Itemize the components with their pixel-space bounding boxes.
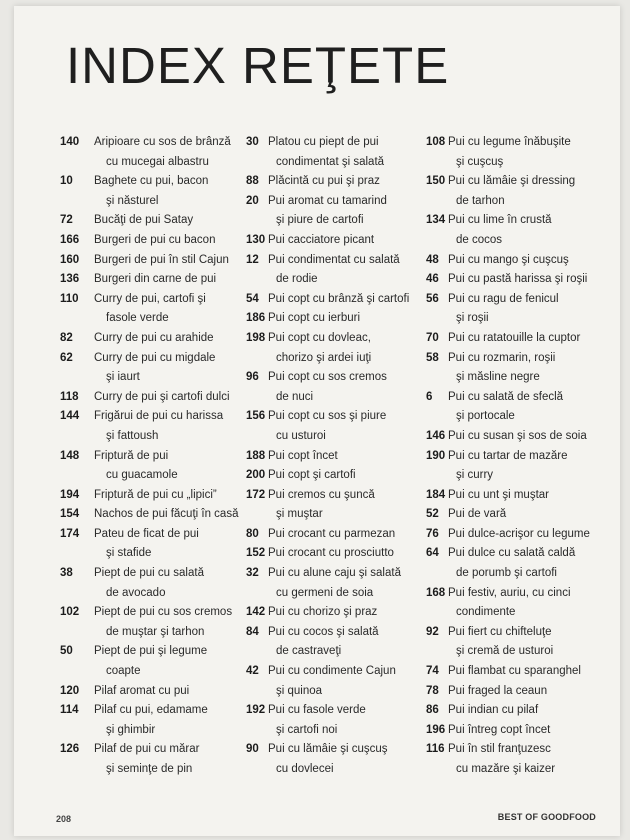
recipe-name-line: Friptură de pui (94, 449, 169, 462)
index-entry (426, 447, 606, 486)
page-ref-number: 10 (60, 175, 73, 188)
page-ref-number: 146 (426, 429, 446, 442)
index-entry (246, 251, 426, 290)
recipe-name (94, 447, 240, 486)
recipe-name-line: Aripioare cu sos de brânză (94, 136, 231, 148)
index-entry (426, 662, 606, 682)
page-ref-number: 188 (246, 449, 266, 462)
page-ref-number: 90 (246, 743, 259, 756)
index-entry (246, 192, 426, 231)
index-entry (426, 349, 606, 388)
recipe-name (448, 662, 606, 682)
page-ref-number: 54 (246, 292, 259, 305)
recipe-name-line: Pui indian cu pilaf (448, 704, 539, 717)
recipe-name-continuation: şi quinoa (276, 684, 323, 697)
recipe-name-continuation: chorizo şi ardei iuţi (276, 351, 372, 364)
page-ref-number: 62 (60, 351, 73, 364)
page-ref-number: 186 (246, 312, 266, 325)
page-ref-number: 82 (60, 331, 73, 344)
recipe-name-line: Pui fraged la ceaun (448, 684, 548, 697)
recipe-name-line: Friptură de pui cu „lipici” (94, 488, 217, 501)
page-ref-number: 120 (60, 684, 80, 697)
recipe-name-line: Pui condimentat cu salată (268, 253, 400, 266)
recipe-name-line: Pui cu salată de sfeclă (448, 390, 564, 403)
page-ref-number: 110 (60, 292, 79, 305)
page-ref-number: 102 (60, 606, 80, 619)
page-ref-number: 116 (426, 743, 445, 756)
page-ref-number: 32 (246, 567, 259, 580)
page-ref-number: 48 (426, 253, 439, 266)
index-entry (246, 701, 426, 740)
index-entry (60, 251, 240, 271)
recipe-name-line: Pui copt şi cartofi (268, 469, 356, 482)
recipe-name (94, 740, 240, 779)
page-ref-number: 130 (246, 233, 266, 246)
recipe-name-continuation: cu dovlecei (276, 763, 334, 775)
page-ref-number: 192 (246, 704, 266, 717)
index-entry (60, 211, 240, 231)
recipe-name (448, 290, 606, 329)
recipe-name (268, 447, 426, 467)
page-ref-number: 72 (60, 214, 73, 227)
page-ref-number: 134 (426, 214, 446, 227)
recipe-name (448, 211, 606, 250)
page-ref-number: 50 (60, 645, 73, 658)
recipe-name (268, 290, 426, 310)
recipe-name-line: Burgeri de pui cu bacon (94, 233, 216, 246)
index-entry (246, 133, 426, 172)
index-entry (246, 407, 426, 446)
index-entry (426, 544, 606, 583)
index-entry (426, 427, 606, 447)
recipe-name (268, 701, 426, 740)
page-ref-number: 58 (426, 351, 439, 364)
index-entry (60, 603, 240, 642)
page-ref-number: 78 (426, 684, 439, 697)
page-number: 208 (56, 814, 72, 824)
recipe-name (94, 603, 240, 642)
page-ref-number: 38 (60, 567, 73, 580)
recipe-name-line: Pui întreg copt încet (448, 723, 551, 736)
recipe-name (448, 544, 606, 583)
index-entry (60, 486, 240, 506)
page-ref-number: 42 (246, 665, 259, 678)
page-ref-number: 150 (426, 175, 446, 188)
index-entry (60, 740, 240, 779)
recipe-name (94, 329, 240, 349)
recipe-name-line: Pui cu lămâie şi cuşcuş (268, 743, 388, 756)
recipe-name (94, 290, 240, 329)
recipe-name-line: Piept de pui cu sos cremos (94, 606, 233, 619)
recipe-name-line: Pui dulce cu salată caldă (448, 547, 576, 560)
page-ref-number: 52 (426, 508, 439, 521)
page-ref-number: 64 (426, 547, 439, 560)
index-entry (60, 505, 240, 525)
page-ref-number: 152 (246, 547, 266, 560)
recipe-name (94, 133, 240, 172)
recipe-name-line: Burgeri din carne de pui (94, 273, 217, 286)
recipe-name-continuation: şi fattoush (106, 429, 159, 442)
recipe-name-line: Pui cu mango şi cuşcuş (448, 253, 569, 266)
recipe-name-line: Nachos de pui făcuţi în casă (94, 508, 239, 521)
recipe-name-line: Pui cu lămâie şi dressing (448, 175, 576, 188)
index-entry (426, 623, 606, 662)
recipe-name-continuation: şi ghimbir (106, 723, 156, 736)
recipe-name (448, 505, 606, 525)
recipe-name (268, 251, 426, 290)
recipe-name-line: Pui crocant cu parmezan (268, 527, 396, 540)
recipe-name (448, 584, 606, 623)
page-ref-number: 12 (246, 253, 259, 266)
index-entry (246, 662, 426, 701)
recipe-name (268, 603, 426, 623)
index-entry (246, 486, 426, 525)
page-ref-number: 156 (246, 410, 266, 423)
recipe-name-continuation: şi cuşcuş (456, 155, 504, 168)
index-entry (246, 368, 426, 407)
page-ref-number: 174 (60, 527, 80, 540)
recipe-name (448, 329, 606, 349)
recipe-name-line: Pui cu fasole verde (268, 704, 366, 717)
page-ref-number: 126 (60, 743, 80, 756)
page-ref-number: 184 (426, 488, 446, 501)
recipe-name-continuation: condimente (456, 606, 516, 619)
recipe-name-line: Pui copt cu brânză şi cartofi (268, 292, 410, 305)
recipe-name-line: Frigărui de pui cu harissa (94, 410, 224, 423)
recipe-name-line: Pui fiert cu chifteluţe (448, 625, 552, 638)
index-entry (426, 701, 606, 721)
recipe-name-continuation: şi iaurt (106, 371, 140, 384)
index-entry (426, 270, 606, 290)
recipe-name-line: Pui copt cu sos şi piure (268, 410, 387, 423)
recipe-name (448, 623, 606, 662)
recipe-name (268, 662, 426, 701)
recipe-name-line: Burgeri de pui în stil Cajun (94, 253, 229, 266)
recipe-name (94, 505, 240, 525)
index-entry (246, 309, 426, 329)
recipe-name (94, 211, 240, 231)
recipe-name (448, 427, 606, 447)
page-ref-number: 154 (60, 508, 80, 521)
recipe-name-line: Piept de pui cu salată (94, 567, 204, 580)
recipe-name-continuation: şi năsturel (106, 194, 159, 207)
recipe-name (268, 192, 426, 231)
page-ref-number: 70 (426, 331, 439, 344)
recipe-name-line: Pui cu tartar de mazăre (448, 449, 568, 462)
index-entry (246, 544, 426, 564)
recipe-name-continuation: şi măsline negre (456, 371, 540, 384)
index-entry (426, 682, 606, 702)
recipe-name-continuation: coapte (106, 665, 141, 678)
recipe-name-continuation: şi seminţe de pin (106, 763, 193, 775)
recipe-name-line: Pui festiv, auriu, cu cinci (448, 586, 571, 599)
recipe-name (268, 407, 426, 446)
recipe-name (94, 388, 240, 408)
recipe-name-line: Pui cremos cu şuncă (268, 488, 375, 501)
index-entry (246, 172, 426, 192)
recipe-name (268, 329, 426, 368)
index-entry (426, 133, 606, 172)
index-column-1 (60, 133, 240, 780)
recipe-name-line: Pui cu legume înăbuşite (448, 136, 571, 148)
index-entry (426, 172, 606, 211)
recipe-name (448, 251, 606, 271)
index-entry (426, 721, 606, 741)
page-ref-number: 114 (60, 704, 79, 717)
recipe-name (94, 349, 240, 388)
recipe-name-continuation: de nuci (276, 390, 314, 403)
recipe-name-line: Pilaf cu pui, edamame (94, 704, 208, 717)
index-entry (60, 564, 240, 603)
index-entry (426, 505, 606, 525)
recipe-name-continuation: de cocos (456, 233, 503, 246)
recipe-name (94, 172, 240, 211)
page-ref-number: 200 (246, 469, 266, 482)
recipe-name (94, 251, 240, 271)
recipe-name-line: Pui cu ragu de fenicul (448, 292, 559, 305)
recipe-name (448, 740, 606, 779)
index-entry (246, 740, 426, 779)
index-page (14, 6, 620, 836)
page-ref-number: 118 (60, 390, 79, 403)
page-ref-number: 136 (60, 273, 80, 286)
page-ref-number: 46 (426, 273, 439, 286)
recipe-name-continuation: şi stafide (106, 547, 152, 560)
page-ref-number: 20 (246, 194, 259, 207)
page-ref-number: 92 (426, 625, 439, 638)
recipe-name-line: Pui cu pastă harissa şi roşii (448, 273, 588, 286)
page-ref-number: 148 (60, 449, 80, 462)
recipe-name (268, 564, 426, 603)
recipe-name (268, 133, 426, 172)
recipe-name (448, 682, 606, 702)
recipe-name-continuation: fasole verde (106, 312, 169, 325)
recipe-name-line: Pui dulce-acrişor cu legume (448, 527, 590, 540)
index-entry (246, 623, 426, 662)
page-ref-number: 140 (60, 136, 80, 148)
index-entry (426, 251, 606, 271)
recipe-name (268, 525, 426, 545)
recipe-name (448, 486, 606, 506)
recipe-name-line: Pui cu condimente Cajun (268, 665, 396, 678)
recipe-name-continuation: cu usturoi (276, 429, 326, 442)
recipe-name (448, 701, 606, 721)
recipe-name-line: Baghete cu pui, bacon (94, 175, 209, 188)
recipe-name-line: Pui cacciatore picant (268, 233, 375, 246)
recipe-name-line: Pilaf aromat cu pui (94, 684, 190, 697)
page-ref-number: 76 (426, 527, 439, 540)
index-entry (60, 642, 240, 681)
recipe-name (268, 309, 426, 329)
index-entry (60, 701, 240, 740)
recipe-name-line: Curry de pui cu migdale (94, 351, 216, 364)
recipe-name-line: Pui crocant cu prosciutto (268, 547, 394, 560)
index-entry (60, 407, 240, 446)
recipe-name-line: Pui cu cocos şi salată (268, 625, 379, 638)
recipe-name (448, 270, 606, 290)
index-entry (60, 133, 240, 172)
page-ref-number: 80 (246, 527, 259, 540)
page-ref-number: 198 (246, 331, 266, 344)
recipe-name-line: Plăcintă cu pui şi praz (268, 175, 380, 188)
recipe-name-line: Pui cu ratatouille la cuptor (448, 331, 581, 344)
index-entry (246, 290, 426, 310)
recipe-name-line: Pui de vară (448, 508, 507, 521)
recipe-name-continuation: de rodie (276, 273, 318, 286)
recipe-name-continuation: şi piure de cartofi (276, 214, 364, 227)
recipe-name-continuation: de castraveţi (276, 645, 342, 658)
recipe-name-line: Pui cu chorizo şi praz (268, 606, 378, 619)
page-title: INDEX REŢETE (66, 37, 450, 94)
recipe-name-line: Platou cu piept de pui (268, 136, 379, 148)
recipe-name (94, 525, 240, 564)
page-ref-number: 172 (246, 488, 266, 501)
recipe-name-line: Curry de pui şi cartofi dulci (94, 390, 230, 403)
recipe-name (448, 133, 606, 172)
recipe-name (268, 544, 426, 564)
page-ref-number: 30 (246, 136, 259, 148)
recipe-name (94, 642, 240, 681)
recipe-name (448, 172, 606, 211)
index-column-3 (426, 133, 606, 780)
recipe-name-continuation: şi cremă de usturoi (456, 645, 554, 658)
page-ref-number: 168 (426, 586, 446, 599)
recipe-name (94, 231, 240, 251)
index-entry (246, 447, 426, 467)
recipe-name (268, 466, 426, 486)
recipe-name-line: Pui cu lime în crustă (448, 214, 552, 227)
magazine-name: BEST OF GOODFOOD (497, 812, 596, 822)
page-ref-number: 160 (60, 253, 80, 266)
index-entry (60, 270, 240, 290)
recipe-name-line: Pui în stil franţuzesc (448, 743, 551, 756)
index-entry (246, 329, 426, 368)
recipe-name (448, 349, 606, 388)
page-ref-number: 142 (246, 606, 266, 619)
recipe-name (94, 564, 240, 603)
recipe-name-continuation: cu germeni de soia (276, 586, 374, 599)
recipe-name (94, 407, 240, 446)
recipe-name (94, 486, 240, 506)
page-ref-number: 144 (60, 410, 80, 423)
page-ref-number: 84 (246, 625, 259, 638)
recipe-name-line: Pui flambat cu sparanghel (448, 665, 581, 678)
recipe-name-line: Pui cu unt şi muştar (448, 488, 549, 501)
page-ref-number: 74 (426, 665, 439, 678)
index-entry (426, 211, 606, 250)
recipe-name (448, 525, 606, 545)
recipe-name-line: Pui copt cu dovleac, (268, 331, 371, 344)
recipe-name-continuation: şi portocale (456, 410, 515, 423)
recipe-name (268, 486, 426, 525)
recipe-name (94, 682, 240, 702)
page-ref-number: 190 (426, 449, 446, 462)
recipe-name-line: Pui cu alune caju şi salată (268, 567, 401, 580)
index-entry (246, 466, 426, 486)
index-entry (60, 525, 240, 564)
index-entry (60, 682, 240, 702)
recipe-name-continuation: de muştar şi tarhon (106, 625, 205, 638)
recipe-name (448, 388, 606, 427)
recipe-name-line: Bucăţi de pui Satay (94, 214, 194, 227)
index-entry (426, 486, 606, 506)
index-entry (426, 525, 606, 545)
index-column-2 (246, 133, 426, 780)
recipe-name-line: Curry de pui cu arahide (94, 331, 214, 344)
page-ref-number: 166 (60, 233, 80, 246)
recipe-name-continuation: şi cartofi noi (276, 723, 338, 736)
recipe-name-line: Pui copt încet (268, 449, 338, 462)
index-entry (426, 290, 606, 329)
recipe-name-continuation: cu mucegai albastru (106, 155, 209, 168)
page-ref-number: 196 (426, 723, 446, 736)
page-ref-number: 56 (426, 292, 439, 305)
index-entry (60, 231, 240, 251)
index-entry (60, 172, 240, 211)
index-entry (246, 231, 426, 251)
index-entry (246, 603, 426, 623)
page-ref-number: 108 (426, 136, 446, 148)
recipe-name-line: Piept de pui şi legume (94, 645, 208, 658)
recipe-name-continuation: şi curry (456, 469, 494, 482)
recipe-name-line: Pui cu susan şi sos de soia (448, 429, 587, 442)
index-entry (246, 564, 426, 603)
index-entry (60, 447, 240, 486)
recipe-name (268, 368, 426, 407)
index-entry (60, 349, 240, 388)
recipe-name-continuation: şi roşii (456, 312, 489, 325)
recipe-name (268, 740, 426, 779)
page-ref-number: 194 (60, 488, 80, 501)
recipe-name (448, 721, 606, 741)
recipe-name-line: Pateu de ficat de pui (94, 527, 199, 540)
index-entry (426, 388, 606, 427)
index-entry (60, 290, 240, 329)
recipe-name-continuation: condimentat şi salată (276, 155, 385, 168)
recipe-name (94, 701, 240, 740)
recipe-name (268, 623, 426, 662)
index-entry (60, 388, 240, 408)
recipe-name-line: Pui copt cu ierburi (268, 312, 361, 325)
page-ref-number: 6 (426, 390, 433, 403)
recipe-name-continuation: cu guacamole (106, 469, 178, 482)
recipe-name-line: Pui cu rozmarin, roşii (448, 351, 556, 364)
page-ref-number: 96 (246, 371, 259, 384)
index-entry (60, 329, 240, 349)
recipe-name-continuation: de tarhon (456, 194, 505, 207)
index-entry (426, 329, 606, 349)
recipe-name-line: Pui copt cu sos cremos (268, 371, 387, 384)
recipe-name (268, 231, 426, 251)
recipe-name (94, 270, 240, 290)
recipe-name-line: Curry de pui, cartofi şi (94, 292, 206, 305)
recipe-name-continuation: de avocado (106, 586, 166, 599)
recipe-name-line: Pui aromat cu tamarind (268, 194, 387, 207)
index-entry (426, 740, 606, 779)
recipe-name-continuation: şi muştar (276, 508, 323, 521)
recipe-name (448, 447, 606, 486)
recipe-name-continuation: de porumb şi cartofi (456, 567, 557, 580)
index-entry (246, 525, 426, 545)
recipe-name-line: Pilaf de pui cu mărar (94, 743, 200, 756)
recipe-name (268, 172, 426, 192)
index-entry (426, 584, 606, 623)
page-ref-number: 88 (246, 175, 259, 188)
recipe-name-continuation: cu mazăre şi kaizer (456, 763, 556, 775)
page-ref-number: 86 (426, 704, 439, 717)
